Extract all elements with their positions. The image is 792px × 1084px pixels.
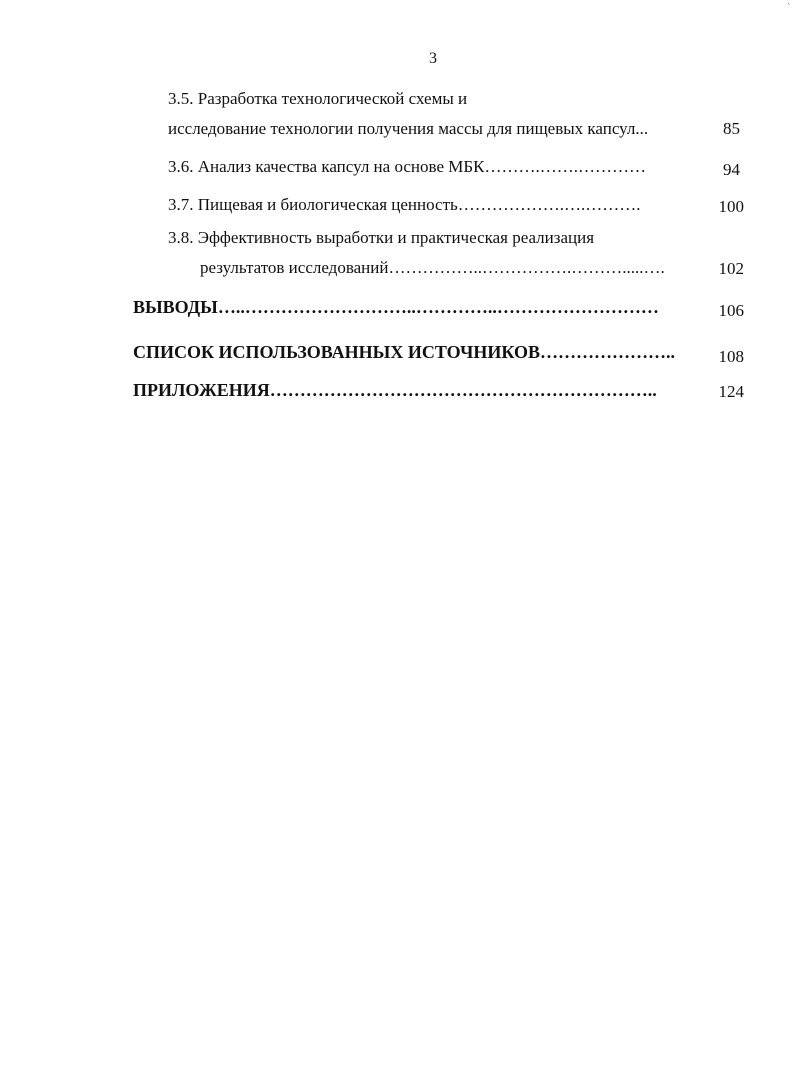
toc-entry-3-7: 3.7. Пищевая и биологическая ценность……………….….………. bbox=[168, 195, 641, 214]
toc-page-ref-3-5: 85 bbox=[723, 119, 740, 138]
corner-mark: ` bbox=[787, 2, 790, 11]
page-number: 3 bbox=[429, 50, 437, 67]
toc-entry-3-6: 3.6. Анализ качества капсул на основе МБК……….…….………… bbox=[168, 157, 646, 176]
toc-page-ref-appendices: 124 bbox=[718, 382, 744, 401]
toc-entry-appendices: ПРИЛОЖЕНИЯ……………………………………………………….. bbox=[133, 380, 657, 400]
toc-entry-3-5-line2: исследование технологии получения массы для пищевых капсул... bbox=[168, 119, 649, 138]
toc-page-ref-conclusions: 106 bbox=[718, 301, 744, 320]
toc-page-ref-3-7: 100 bbox=[718, 197, 744, 216]
toc-entry-3-8-line1: 3.8. Эффективность выработки и практическая реализация bbox=[168, 228, 595, 247]
toc-page-ref-references: 108 bbox=[718, 347, 744, 366]
toc-entry-conclusions: ВЫВОДЫ…..………………………..…………..……………………… bbox=[133, 297, 659, 317]
toc-entry-3-8-line2: результатов исследований……………..…………….……….....…. bbox=[200, 258, 665, 277]
toc-entry-3-5-line1: 3.5. Разработка технологической схемы и bbox=[168, 89, 468, 108]
toc-page-ref-3-8: 102 bbox=[718, 259, 744, 278]
toc-page-ref-3-6: 94 bbox=[723, 160, 740, 179]
toc-entry-references: СПИСОК ИСПОЛЬЗОВАННЫХ ИСТОЧНИКОВ………………….. bbox=[133, 342, 675, 362]
